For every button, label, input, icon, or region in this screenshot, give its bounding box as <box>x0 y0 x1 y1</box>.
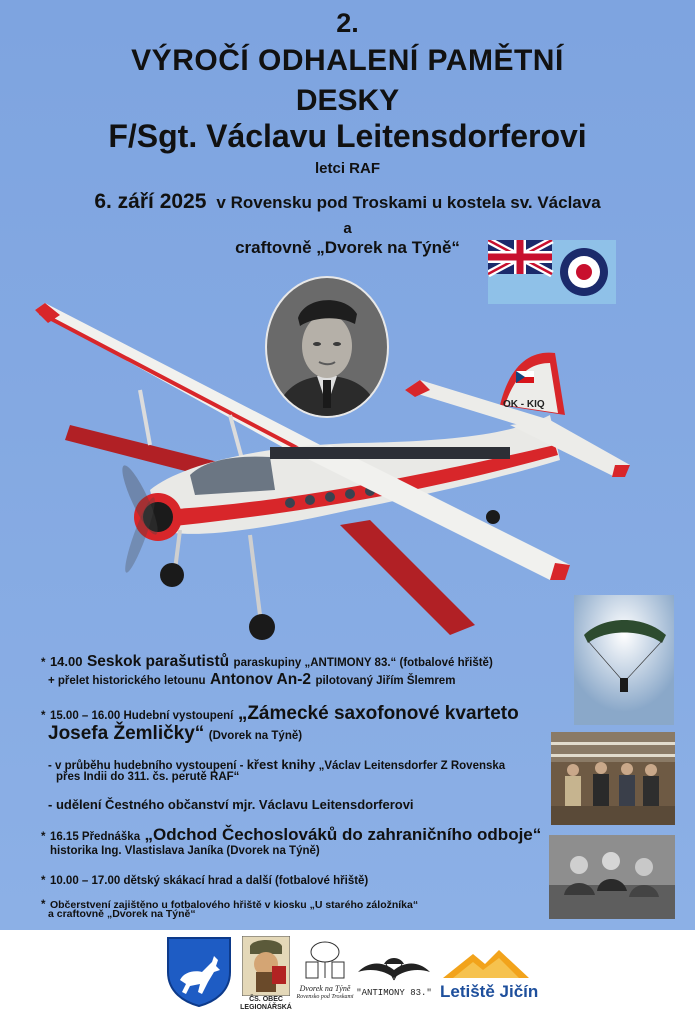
title-line-2: DESKY <box>295 84 400 117</box>
anniversary-number: 2. <box>336 8 359 38</box>
honoree-name: F/Sgt. Václavu Leitensdorferovi <box>108 118 587 154</box>
program-item-kids: * 10.00 – 17.00 dětský skákací hrad a další (fotbalové hřiště) <box>41 875 369 887</box>
program-item-citizenship: - udělení Čestného občanství mjr. Václavu Leitensdorferovi <box>48 797 414 812</box>
rovensko-coat-of-arms-logo <box>166 936 232 1008</box>
honoree-subtitle: letci RAF <box>314 160 380 177</box>
program-item-refreshments-line2: a craftovně „Dvorek na Týně“ <box>48 908 196 920</box>
title-line-1: VÝROČÍ ODHALENÍ PAMĚTNÍ <box>131 44 564 77</box>
program-item-refreshments: * Občerstvení zajištěno u fotbalového hřiště v kiosku „U starého záložníka“ <box>41 899 419 911</box>
program-item-parachute: * 14.00 Seskok parašutistů paraskupiny „ANTIMONY 83.“ (fotbalové hřiště) <box>41 653 493 670</box>
date-location-line <box>0 190 695 214</box>
legion-community-logo <box>242 936 290 996</box>
saxophone-quartet-photo <box>551 732 675 825</box>
event-date: 6. září 2025 <box>94 190 207 213</box>
program-item-lecture: * 16.15 Přednáška „Odchod Čechoslováků do zahraničního odboje“ <box>41 825 542 844</box>
antimony-parachute-wings-logo <box>356 954 432 988</box>
program-item-lecture-speaker: historika Ing. Vlastislava Janíka (Dvorek na Týně) <box>50 845 320 857</box>
conjunction: a <box>343 220 352 237</box>
pilot-portrait <box>265 276 389 418</box>
program-item-concert: * 15.00 – 16.00 Hudební vystoupení „Zámecké saxofonové kvarteto <box>41 703 519 724</box>
antimony-logo-caption: "ANTIMONY 83." <box>356 988 432 998</box>
second-venue: craftovně „Dvorek na Týně“ <box>235 238 460 257</box>
event-location: v Rovensku pod Troskami u kostela sv. Václava <box>216 193 601 212</box>
program-item-flyover: + přelet historického letounu Antonov An-2 pilotovaný Jiřím Šlemrem <box>48 671 456 688</box>
parachutist-photo <box>574 595 674 725</box>
sponsor-footer <box>0 930 695 1024</box>
letiste-jicin-mountains-logo <box>443 948 529 980</box>
dvorek-logo-subtitle: Rovensko pod Troskami <box>296 994 354 1000</box>
program-item-book-launch: - v průběhu hudebního vystoupení - křest knihy „Václav Leitensdorfer Z Rovenska <box>48 757 506 772</box>
legion-logo-caption: ČS. OBEC LEGIONÁŘSKÁ <box>240 996 292 1011</box>
historical-soldiers-photo <box>549 835 675 919</box>
letiste-jicin-logo-text: Letiště Jičín <box>440 982 539 1001</box>
aircraft-registration: OK - KIQ <box>503 399 545 410</box>
dvorek-logo-drawing <box>300 938 350 982</box>
program-item-concert-line2: Josefa Žemličky“ (Dvorek na Týně) <box>48 723 303 744</box>
dvorek-logo-title: Dvorek na Týně <box>299 984 351 993</box>
program-item-book-title-line2: přes Indii do 311. čs. perutě RAF“ <box>56 771 240 783</box>
